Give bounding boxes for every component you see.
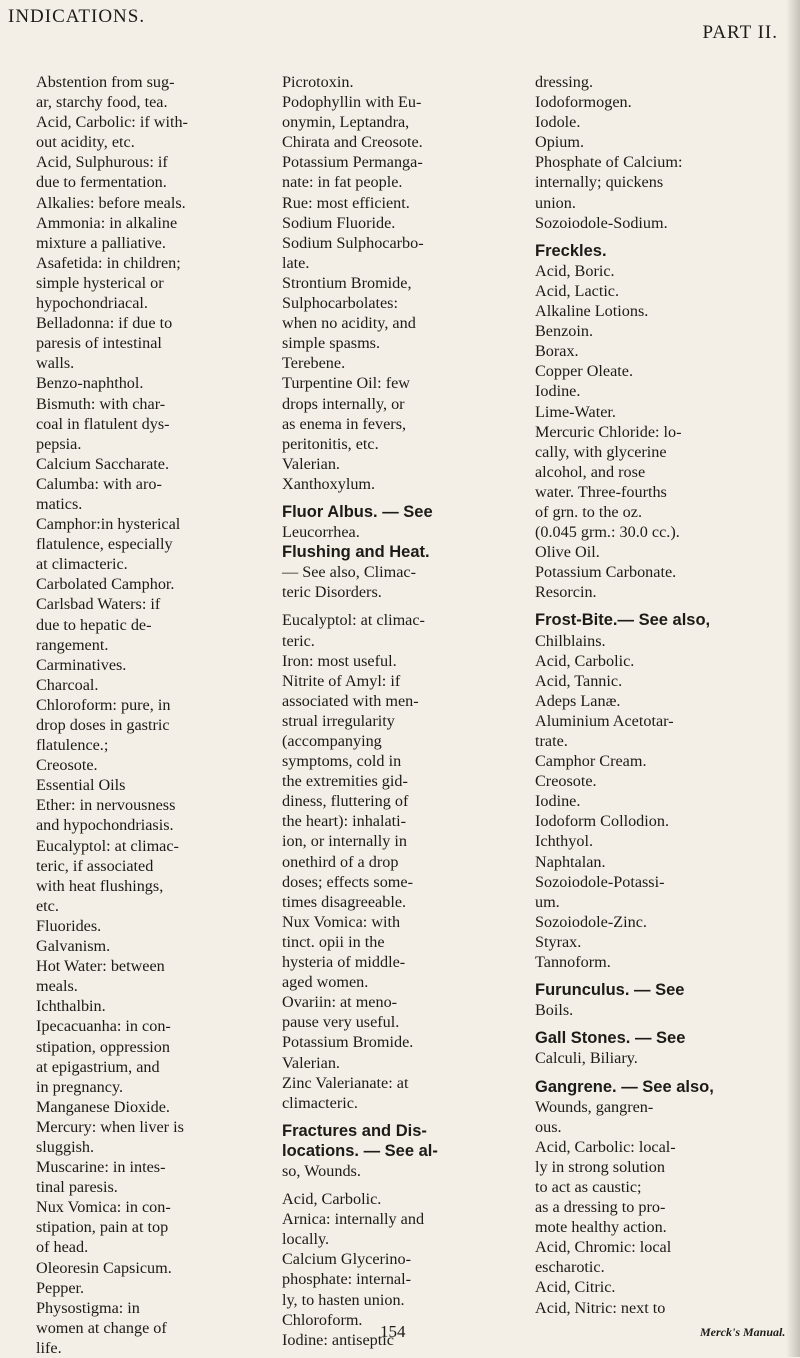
entry-line: matics.: [36, 494, 83, 513]
entry-line: Benzoin.: [535, 322, 593, 341]
entry-line: the extremities gid-: [282, 772, 408, 791]
entry-line: Galvanism.: [36, 937, 111, 956]
entry-line: coal in flatulent dys-: [36, 414, 170, 433]
entry-line: (accompanying: [282, 732, 382, 750]
entry-line: times disagreeable.: [282, 892, 407, 911]
entry-line: mote healthy action.: [535, 1218, 667, 1237]
section-heading-line: Flushing and Heat.: [282, 543, 430, 562]
entry-line: teric.: [282, 631, 315, 650]
entry-line: Carlsbad Waters: if: [36, 595, 161, 614]
entry-line: Ether: in nervousness: [36, 796, 176, 815]
entry-line: Carbolated Camphor.: [36, 575, 175, 594]
entry-line: diness, fluttering of: [282, 792, 409, 811]
entry-line: Ichthalbin.: [36, 997, 106, 1016]
entry-line: Eucalyptol: at climac-: [282, 611, 425, 630]
entry-line: Xanthoxylum.: [282, 474, 376, 493]
entry-line: Sulphocarbolates:: [282, 294, 398, 313]
entry-line: Acid, Carbolic.: [282, 1190, 382, 1209]
entry-line: ly in strong solution: [535, 1157, 665, 1176]
entry-line: Rue: most efficient.: [282, 193, 410, 212]
entry-line: Acid, Boric.: [535, 261, 615, 280]
entry-line: sluggish.: [36, 1137, 95, 1156]
section-heading-line: Gangrene. — See also,: [535, 1077, 714, 1096]
entry-line: meals.: [36, 977, 78, 996]
entry-line: Phosphate of Calcium:: [535, 153, 683, 172]
entry-line: associated with men-: [282, 691, 419, 710]
entry-line: Wounds, gangren-: [535, 1097, 654, 1116]
entry-line: Potassium Bromide.: [282, 1033, 414, 1052]
entry-line: Mercuric Chloride: lo-: [535, 422, 682, 441]
entry-line: in pregnancy.: [36, 1077, 124, 1096]
entry-line: Strontium Bromide,: [282, 273, 412, 292]
entry-line: dressing.: [535, 73, 593, 91]
entry-line: Acid, Carbolic.: [535, 651, 635, 670]
entry-line: doses; effects some-: [282, 872, 413, 891]
entry-line: Acid, Lactic.: [535, 281, 620, 300]
entry-line: aged women.: [282, 973, 369, 992]
entry-line: pepsia.: [36, 434, 82, 453]
entry-line: cally, with glycerine: [535, 442, 667, 461]
entry-line: Alkaline Lotions.: [535, 302, 649, 321]
entry-line: tinct. opii in the: [282, 932, 385, 951]
entry-line: Turpentine Oil: few: [282, 374, 410, 393]
entry-line: alcohol, and rose: [535, 462, 646, 481]
entry-line: Valerian.: [282, 1053, 340, 1072]
entry-line: Nux Vomica: with: [282, 912, 401, 931]
entry-line: Physostigma: in: [36, 1298, 140, 1317]
text-column-2: [282, 72, 524, 1350]
entry-line: as enema in fevers,: [282, 414, 407, 433]
entry-line: ion, or internally in: [282, 832, 407, 851]
entry-line: teric, if associated: [36, 856, 154, 875]
section-heading-line: Furunculus. — See: [535, 981, 685, 1000]
entry-line: Arnica: internally and: [282, 1210, 425, 1229]
entry-line: Opium.: [535, 133, 585, 152]
entry-line: ar, starchy food, tea.: [36, 93, 168, 112]
entry-line: Picrotoxin.: [282, 73, 354, 91]
entry-line: Zinc Valerianate: at: [282, 1073, 409, 1092]
entry-line: Pepper.: [36, 1278, 85, 1297]
entry-line: Chirata and Creosote.: [282, 133, 423, 152]
entry-line: Calcium Saccharate.: [36, 454, 170, 473]
entry-line: Iodine: antiseptic: [282, 1330, 394, 1349]
entry-line: due to fermentation.: [36, 173, 167, 192]
entry-line: Lime-Water.: [535, 402, 616, 421]
entry-line: Iodine.: [535, 382, 581, 401]
section-heading-line: Frost-Bite.— See also,: [535, 611, 711, 630]
entry-line: Valerian.: [282, 454, 340, 473]
entry-line: Mercury: when liver is: [36, 1117, 184, 1136]
entry-line: Eucalyptol: at climac-: [36, 836, 179, 855]
entry-line: Acid, Citric.: [535, 1278, 616, 1297]
entry-line: Iodine.: [535, 792, 581, 811]
entry-line: — See also, Climac-: [282, 563, 416, 582]
entry-line: and hypochondriasis.: [36, 816, 174, 835]
entry-line: Nux Vomica: in con-: [36, 1198, 171, 1217]
entry-line: Potassium Carbonate.: [535, 563, 677, 582]
entry-line: onethird of a drop: [282, 852, 399, 871]
section-gap: [535, 1020, 783, 1028]
entry-line: Aluminium Acetotar-: [535, 711, 674, 730]
entry-line: stipation, oppression: [36, 1037, 170, 1056]
entry-line: Boils.: [535, 1001, 574, 1020]
running-header-right: PART II.: [702, 22, 778, 43]
entry-line: nate: in fat people.: [282, 173, 403, 192]
entry-line: trate.: [535, 732, 568, 750]
section-gap: [282, 1113, 524, 1121]
page-edge-shadow: [786, 0, 800, 1357]
section-gap: [535, 233, 783, 241]
page-number: 154: [380, 1322, 406, 1341]
running-header-left: INDICATIONS.: [8, 6, 146, 27]
entry-line: as a dressing to pro-: [535, 1198, 666, 1217]
section-heading-line: locations. — See al-: [282, 1141, 438, 1160]
entry-line: Adeps Lanæ.: [535, 691, 621, 710]
entry-line: Styrax.: [535, 932, 582, 951]
entry-line: Camphor Cream.: [535, 752, 647, 771]
entry-line: Tannoform.: [535, 953, 611, 972]
entry-line: Ovariin: at meno-: [282, 993, 398, 1012]
entry-line: women at change of: [36, 1318, 167, 1337]
entry-line: flatulence, especially: [36, 535, 173, 554]
entry-line: when no acidity, and: [282, 314, 416, 333]
entry-line: Manganese Dioxide.: [36, 1097, 170, 1116]
entry-line: Resorcin.: [535, 583, 597, 602]
entry-line: pause very useful.: [282, 1013, 400, 1032]
entry-line: Muscarine: in intes-: [36, 1158, 166, 1177]
entry-line: internally; quickens: [535, 173, 664, 192]
section-gap: [282, 1181, 524, 1189]
entry-line: hypochondriacal.: [36, 294, 148, 313]
entry-line: Alkalies: before meals.: [36, 193, 186, 212]
entry-line: Chloroform: pure, in: [36, 695, 171, 714]
entry-line: Charcoal.: [36, 675, 99, 694]
entry-line: Bismuth: with char-: [36, 394, 166, 413]
entry-line: Iodole.: [535, 113, 581, 132]
entry-line: of head.: [36, 1238, 89, 1257]
footer-signature: Merck's Manual.: [700, 1325, 786, 1339]
entry-line: Acid, Carbolic: if with-: [36, 113, 188, 132]
entry-line: life.: [36, 1338, 62, 1357]
entry-line: Ammonia: in alkaline: [36, 213, 178, 232]
entry-line: Borax.: [535, 342, 579, 361]
entry-line: symptoms, cold in: [282, 752, 402, 771]
entry-line: climacteric.: [282, 1093, 358, 1112]
entry-line: mixture a palliative.: [36, 233, 166, 252]
entry-line: Acid, Carbolic: local-: [535, 1137, 676, 1156]
entry-line: Leucorrhea.: [282, 523, 360, 542]
entry-line: Iron: most useful.: [282, 651, 397, 670]
entry-line: paresis of intestinal: [36, 334, 162, 353]
entry-line: Calcium Glycerino-: [282, 1250, 412, 1269]
entry-line: peritonitis, etc.: [282, 434, 379, 453]
entry-line: simple hysterical or: [36, 273, 164, 292]
entry-line: (0.045 grm.: 30.0 cc.).: [535, 523, 680, 542]
entry-line: out acidity, etc.: [36, 133, 135, 152]
entry-line: Copper Oleate.: [535, 362, 633, 381]
entry-line: Asafetida: in children;: [36, 253, 181, 272]
entry-line: at climacteric.: [36, 555, 128, 574]
entry-line: Iodoformogen.: [535, 93, 632, 112]
entry-line: at epigastrium, and: [36, 1057, 160, 1076]
entry-line: Naphtalan.: [535, 852, 606, 871]
entry-line: Iodoform Collodion.: [535, 812, 669, 831]
entry-line: to act as caustic;: [535, 1177, 642, 1196]
entry-line: of grn. to the oz.: [535, 502, 642, 521]
entry-line: Creosote.: [36, 756, 98, 775]
entry-line: the heart): inhalati-: [282, 812, 407, 831]
section-heading-line: Fractures and Dis-: [282, 1121, 427, 1140]
section-gap: [535, 602, 783, 610]
entry-line: escharotic.: [535, 1258, 605, 1277]
entry-line: Acid, Nitric: next to: [535, 1298, 666, 1317]
entry-line: Terebene.: [282, 354, 346, 373]
entry-line: simple spasms.: [282, 334, 381, 353]
entry-line: flatulence.;: [36, 736, 109, 755]
entry-line: Acid, Tannic.: [535, 671, 623, 690]
entry-line: Calumba: with aro-: [36, 474, 162, 493]
entry-line: Carminatives.: [36, 655, 127, 674]
entry-line: Olive Oil.: [535, 543, 600, 562]
entry-line: phosphate: internal-: [282, 1270, 412, 1289]
entry-line: Creosote.: [535, 772, 597, 791]
entry-line: Essential Oils: [36, 776, 126, 795]
section-heading-line: Gall Stones. — See: [535, 1029, 686, 1048]
entry-line: with heat flushings,: [36, 876, 164, 895]
entry-line: Benzo-naphthol.: [36, 374, 144, 393]
entry-line: Ipecacuanha: in con-: [36, 1017, 171, 1036]
entry-line: ly, to hasten union.: [282, 1290, 405, 1309]
entry-line: Sozoiodole-Sodium.: [535, 213, 668, 232]
entry-line: Sodium Fluoride.: [282, 213, 396, 232]
entry-line: Acid, Sulphurous: if: [36, 153, 168, 172]
entry-line: Calculi, Biliary.: [535, 1049, 638, 1068]
text-column-1: [36, 72, 268, 1358]
entry-line: etc.: [36, 896, 59, 915]
entry-line: locally.: [282, 1230, 330, 1249]
section-gap: [282, 602, 524, 610]
entry-line: so, Wounds.: [282, 1161, 361, 1180]
entry-line: Nitrite of Amyl: if: [282, 671, 401, 690]
entry-line: um.: [535, 892, 560, 911]
entry-line: Camphor:in hysterical: [36, 515, 181, 534]
entry-line: Chilblains.: [535, 631, 606, 650]
entry-line: teric Disorders.: [282, 583, 382, 602]
entry-line: drops internally, or: [282, 394, 405, 413]
entry-line: late.: [282, 253, 310, 272]
entry-line: water. Three-fourths: [535, 482, 667, 501]
section-heading-line: Freckles.: [535, 241, 607, 260]
entry-line: Podophyllin with Eu-: [282, 93, 422, 112]
entry-line: Sodium Sulphocarbo-: [282, 233, 424, 252]
entry-line: rangement.: [36, 635, 109, 654]
section-gap: [535, 1069, 783, 1077]
entry-line: Sozoiodole-Potassi-: [535, 872, 665, 891]
entry-line: strual irregularity: [282, 711, 395, 730]
entry-line: Hot Water: between: [36, 957, 165, 976]
entry-line: walls.: [36, 354, 75, 373]
entry-line: Ichthyol.: [535, 832, 593, 851]
text-column-3: [535, 72, 783, 1318]
entry-line: Chloroform.: [282, 1310, 363, 1329]
entry-line: ous.: [535, 1117, 562, 1136]
entry-line: stipation, pain at top: [36, 1218, 169, 1237]
section-gap: [282, 494, 524, 502]
entry-line: Sozoiodole-Zinc.: [535, 912, 647, 931]
entry-line: union.: [535, 193, 576, 212]
entry-line: drop doses in gastric: [36, 716, 170, 734]
entry-line: Acid, Chromic: local: [535, 1238, 672, 1257]
entry-line: Belladonna: if due to: [36, 314, 173, 333]
entry-line: due to hepatic de-: [36, 615, 152, 634]
entry-line: Abstention from sug-: [36, 73, 175, 91]
entry-line: hysteria of middle-: [282, 953, 406, 972]
entry-line: Fluorides.: [36, 916, 102, 935]
entry-line: Oleoresin Capsicum.: [36, 1258, 172, 1277]
entry-line: onymin, Leptandra,: [282, 113, 410, 132]
entry-line: tinal paresis.: [36, 1178, 118, 1197]
section-heading-line: Fluor Albus. — See: [282, 502, 433, 521]
section-gap: [535, 972, 783, 980]
entry-line: Potassium Permanga-: [282, 153, 423, 172]
